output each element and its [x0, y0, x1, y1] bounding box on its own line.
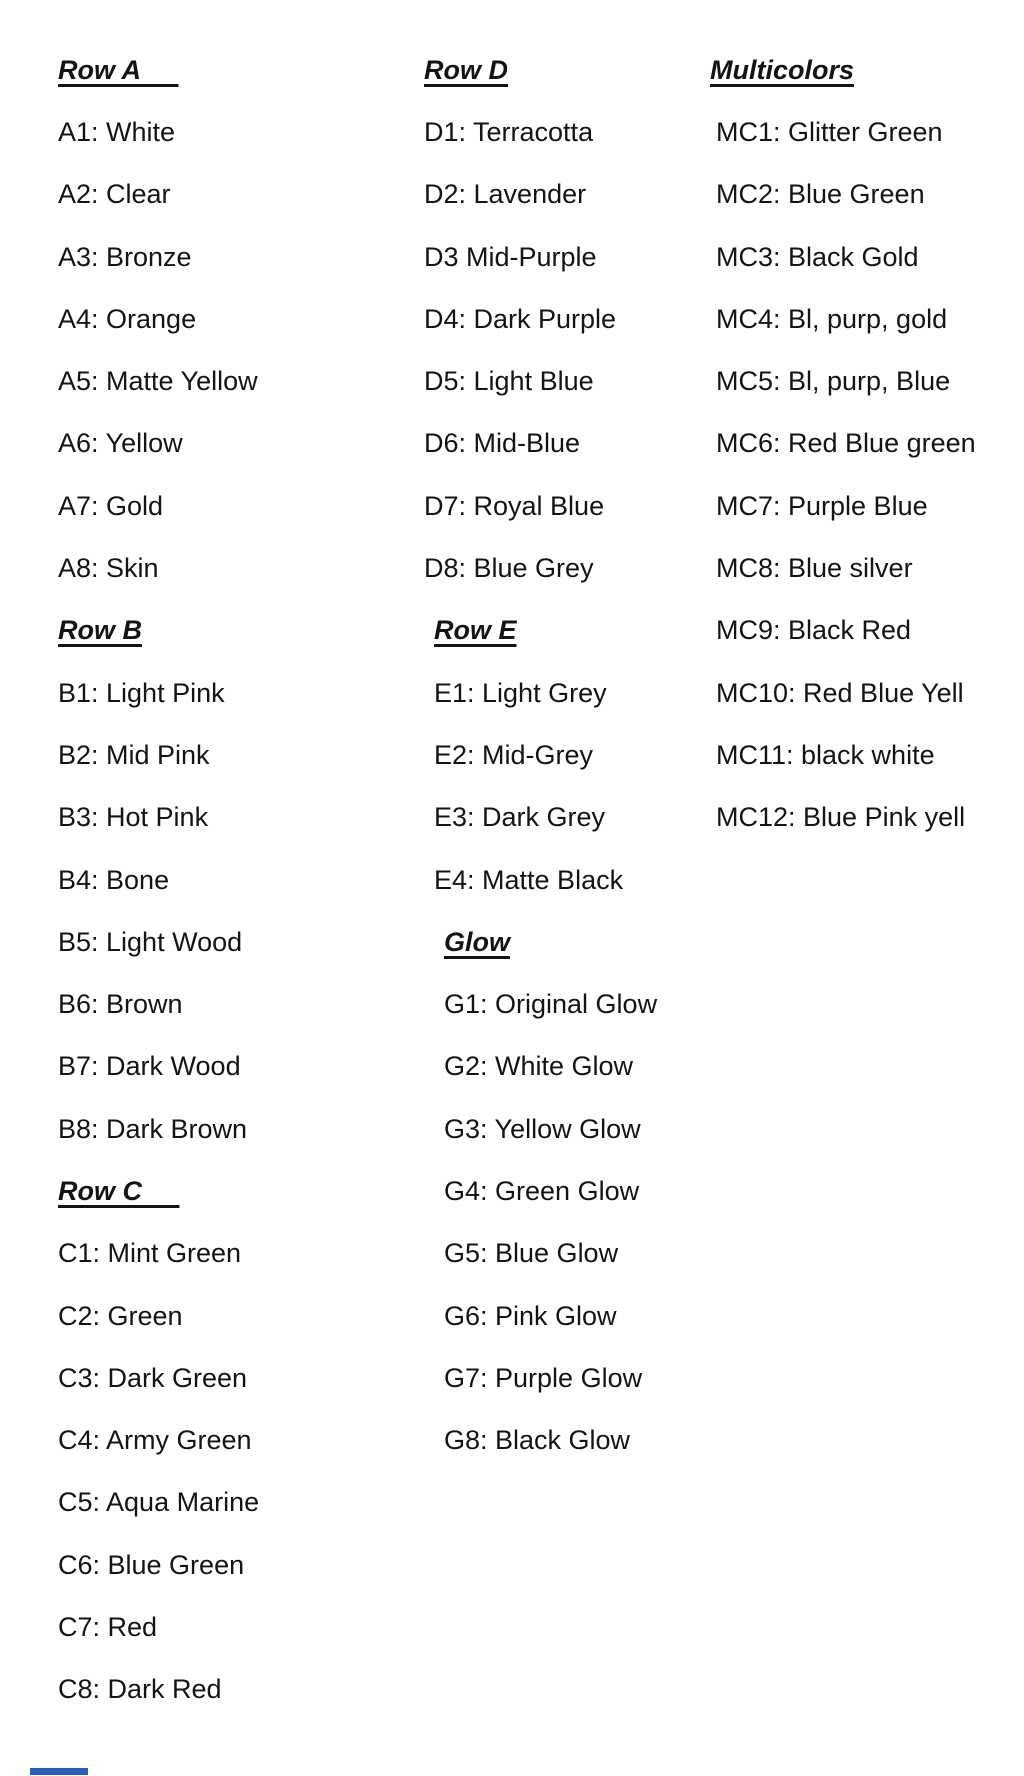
list-item: [424, 413, 724, 475]
list-item-label: D2: Lavender: [424, 179, 587, 210]
list-item-label: C8: Dark Red: [58, 1674, 222, 1705]
list-item-label: G1: Original Glow: [444, 989, 658, 1020]
list-item: [424, 1285, 724, 1347]
list-item-label: G4: Green Glow: [444, 1175, 640, 1206]
list-item: [424, 1098, 724, 1160]
list-item-label: A7: Gold: [58, 490, 164, 521]
section-header: [424, 600, 724, 662]
list-item: [424, 724, 724, 786]
list-item-label: D1: Terracotta: [424, 116, 594, 147]
list-item: [708, 350, 1018, 412]
list-item-label: MC5: Bl, purp, Blue: [716, 366, 951, 397]
list-item: [58, 787, 388, 849]
list-item: [58, 911, 388, 973]
section-header-label: Row D: [424, 54, 508, 85]
list-item: [708, 662, 1018, 724]
list-item-label: A4: Orange: [58, 303, 197, 334]
list-item: [424, 288, 724, 350]
list-item-label: C4: Army Green: [58, 1425, 252, 1456]
list-item-label: C1: Mint Green: [58, 1238, 242, 1269]
list-item: [424, 350, 724, 412]
list-item-label: MC9: Black Red: [716, 615, 912, 646]
list-item-label: C7: Red: [58, 1612, 158, 1643]
list-item: [58, 973, 388, 1035]
list-item-label: B1: Light Pink: [58, 677, 225, 708]
list-item-label: E3: Dark Grey: [434, 802, 606, 833]
list-item: [708, 164, 1018, 226]
list-item-label: D3 Mid-Purple: [424, 241, 597, 272]
column-2: [424, 39, 724, 1472]
list-item: [708, 787, 1018, 849]
list-item: [58, 475, 388, 537]
list-item-label: B5: Light Wood: [58, 926, 243, 957]
list-item: [708, 413, 1018, 475]
list-item-label: B2: Mid Pink: [58, 739, 210, 770]
list-item-label: D5: Light Blue: [424, 366, 594, 397]
list-item: [424, 662, 724, 724]
list-item: [58, 1596, 388, 1658]
list-item: [424, 973, 724, 1035]
list-item-label: MC11: black white: [716, 739, 935, 770]
section-header-label: Row C: [58, 1175, 180, 1206]
list-item: [708, 600, 1018, 662]
list-item-label: G6: Pink Glow: [444, 1300, 617, 1331]
list-item: [58, 164, 388, 226]
list-item-label: E4: Matte Black: [434, 864, 624, 895]
list-item-label: G5: Blue Glow: [444, 1238, 619, 1269]
list-item-label: MC10: Red Blue Yell: [716, 677, 964, 708]
list-item-label: MC6: Red Blue green: [716, 428, 976, 459]
list-item: [424, 1223, 724, 1285]
section-header: [424, 911, 724, 973]
section-header: [58, 1160, 388, 1222]
list-item: [58, 413, 388, 475]
list-item: [58, 1098, 388, 1160]
list-item-label: B7: Dark Wood: [58, 1051, 241, 1082]
list-item: [708, 226, 1018, 288]
list-item: [58, 1659, 388, 1721]
list-item: [58, 537, 388, 599]
list-item: [424, 1160, 724, 1222]
list-item: [708, 101, 1018, 163]
list-item: [58, 1534, 388, 1596]
list-item-label: B6: Brown: [58, 989, 183, 1020]
list-item-label: E1: Light Grey: [434, 677, 607, 708]
list-item-label: G2: White Glow: [444, 1051, 634, 1082]
list-item-label: MC2: Blue Green: [716, 179, 925, 210]
list-item: [58, 1223, 388, 1285]
list-item-label: MC8: Blue silver: [716, 553, 913, 584]
column-1: [58, 39, 388, 1721]
list-item: [424, 1036, 724, 1098]
list-item: [708, 475, 1018, 537]
list-item-label: MC1: Glitter Green: [716, 116, 943, 147]
list-item-label: G3: Yellow Glow: [444, 1113, 641, 1144]
section-header: [58, 39, 388, 101]
list-item: [708, 288, 1018, 350]
list-item-label: A2: Clear: [58, 179, 171, 210]
list-item: [708, 724, 1018, 786]
list-item-label: B8: Dark Brown: [58, 1113, 248, 1144]
list-item: [424, 226, 724, 288]
section-header-label: Row B: [58, 615, 142, 646]
list-item-label: MC3: Black Gold: [716, 241, 919, 272]
section-header: [708, 39, 1018, 101]
list-item: [58, 849, 388, 911]
list-item-label: A6: Yellow: [58, 428, 183, 459]
list-item-label: C3: Dark Green: [58, 1362, 248, 1393]
list-item-label: D4: Dark Purple: [424, 303, 617, 334]
list-item-label: G8: Black Glow: [444, 1425, 631, 1456]
list-item: [58, 350, 388, 412]
list-item-label: D6: Mid-Blue: [424, 428, 581, 459]
list-item: [58, 1036, 388, 1098]
list-item: [424, 787, 724, 849]
list-item: [58, 1347, 388, 1409]
list-item-label: G7: Purple Glow: [444, 1362, 643, 1393]
list-item: [424, 849, 724, 911]
list-item: [58, 288, 388, 350]
list-item: [424, 1410, 724, 1472]
section-header-label: Multicolors: [710, 54, 855, 85]
section-header: [58, 600, 388, 662]
list-item-label: B4: Bone: [58, 864, 170, 895]
list-item: [58, 1472, 388, 1534]
list-item-label: D8: Blue Grey: [424, 553, 594, 584]
accent-bar: [30, 1768, 88, 1775]
section-header-label: Glow: [444, 926, 510, 957]
list-item-label: C2: Green: [58, 1300, 183, 1331]
list-item-label: D7: Royal Blue: [424, 490, 605, 521]
list-item-label: A8: Skin: [58, 553, 159, 584]
section-header-label: Row E: [434, 615, 517, 646]
section-header: [424, 39, 724, 101]
list-item: [58, 1285, 388, 1347]
list-item-label: A1: White: [58, 116, 176, 147]
list-item: [58, 724, 388, 786]
list-item: [58, 226, 388, 288]
list-item-label: A5: Matte Yellow: [58, 366, 258, 397]
list-item-label: C6: Blue Green: [58, 1549, 245, 1580]
list-item: [708, 537, 1018, 599]
list-item-label: MC4: Bl, purp, gold: [716, 303, 948, 334]
list-item-label: E2: Mid-Grey: [434, 739, 594, 770]
list-item-label: A3: Bronze: [58, 241, 192, 272]
list-item-label: C5: Aqua Marine: [58, 1487, 260, 1518]
column-3: [708, 39, 1018, 849]
list-item: [58, 101, 388, 163]
list-item: [424, 164, 724, 226]
section-header-label: Row A: [58, 54, 179, 85]
list-item: [58, 1410, 388, 1472]
list-item: [58, 662, 388, 724]
list-item: [424, 1347, 724, 1409]
list-item: [424, 537, 724, 599]
list-item-label: B3: Hot Pink: [58, 802, 209, 833]
list-item-label: MC12: Blue Pink yell: [716, 802, 966, 833]
list-item-label: MC7: Purple Blue: [716, 490, 928, 521]
list-item: [424, 101, 724, 163]
list-item: [424, 475, 724, 537]
